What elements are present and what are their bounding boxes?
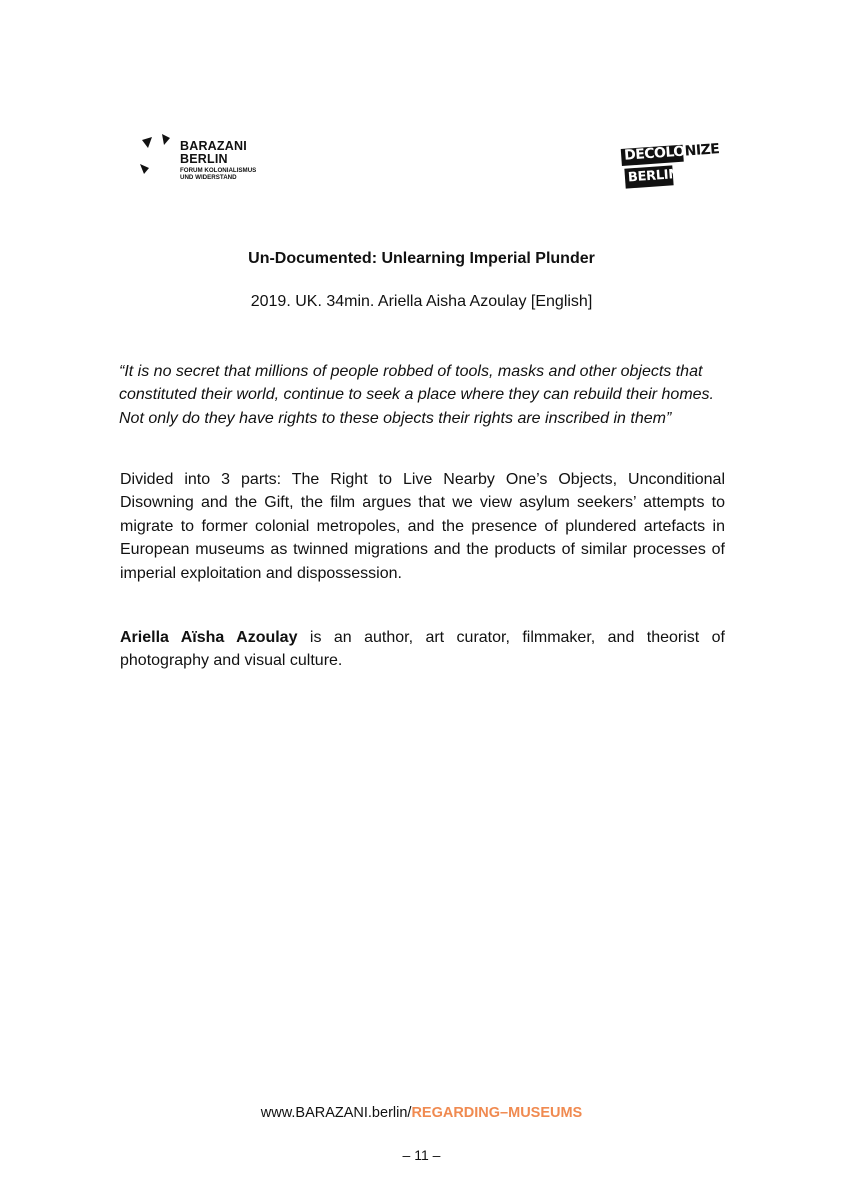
film-description: Divided into 3 parts: The Right to Live Nearby One’s Objects, Unconditional Disowning and the Gift, the film argues that we view asylum seekers’ attempts to migrate to former colonial metropoles, and the presence of plundered artefacts in European museums as twinned migrations and the products of similar processes of imperial exploitation and dispossession.: [120, 471, 725, 582]
footer-url[interactable]: [0, 1104, 843, 1122]
barazani-triangles-icon: [140, 134, 176, 178]
film-meta: 2019. UK. 34min. Ariella Aisha Azoulay [English]: [250, 293, 593, 310]
barazani-logo: [140, 130, 280, 190]
footer-url-prefix[interactable]: www.BARAZANI.berlin/: [260, 1105, 412, 1121]
barazani-logo-line4: UND WIDERSTAND: [180, 174, 237, 181]
film-title: Un-Documented: Unlearning Imperial Plunder: [248, 250, 595, 267]
film-quote: “It is no secret that millions of people robbed of tools, masks and other objects that constituted their world, continue to seek a place where they can rebuild their homes. Not only do they have rights to these objects their rights are inscribed in them”: [119, 363, 714, 427]
barazani-logo-line1: BARAZANI: [180, 139, 247, 153]
barazani-logo-line2: BERLIN: [180, 152, 228, 166]
decolonize-berlin-logo: [622, 137, 722, 189]
footer-url-accent[interactable]: REGARDING–MUSEUMS: [411, 1105, 583, 1121]
barazani-logo-line3: FORUM KOLONIALISMUS: [180, 167, 257, 174]
bio-name: Ariella Aïsha Azoulay: [120, 629, 298, 646]
decolonize-logo-line2: BERLIN: [627, 166, 680, 186]
page-number: – 11 –: [402, 1147, 441, 1163]
bio-text: is an author, art curator, filmmaker, and theorist of photography and visual culture.: [120, 629, 725, 670]
bio-paragraph: [120, 626, 725, 673]
decolonize-logo-line1: DECOLONIZE: [623, 141, 720, 164]
